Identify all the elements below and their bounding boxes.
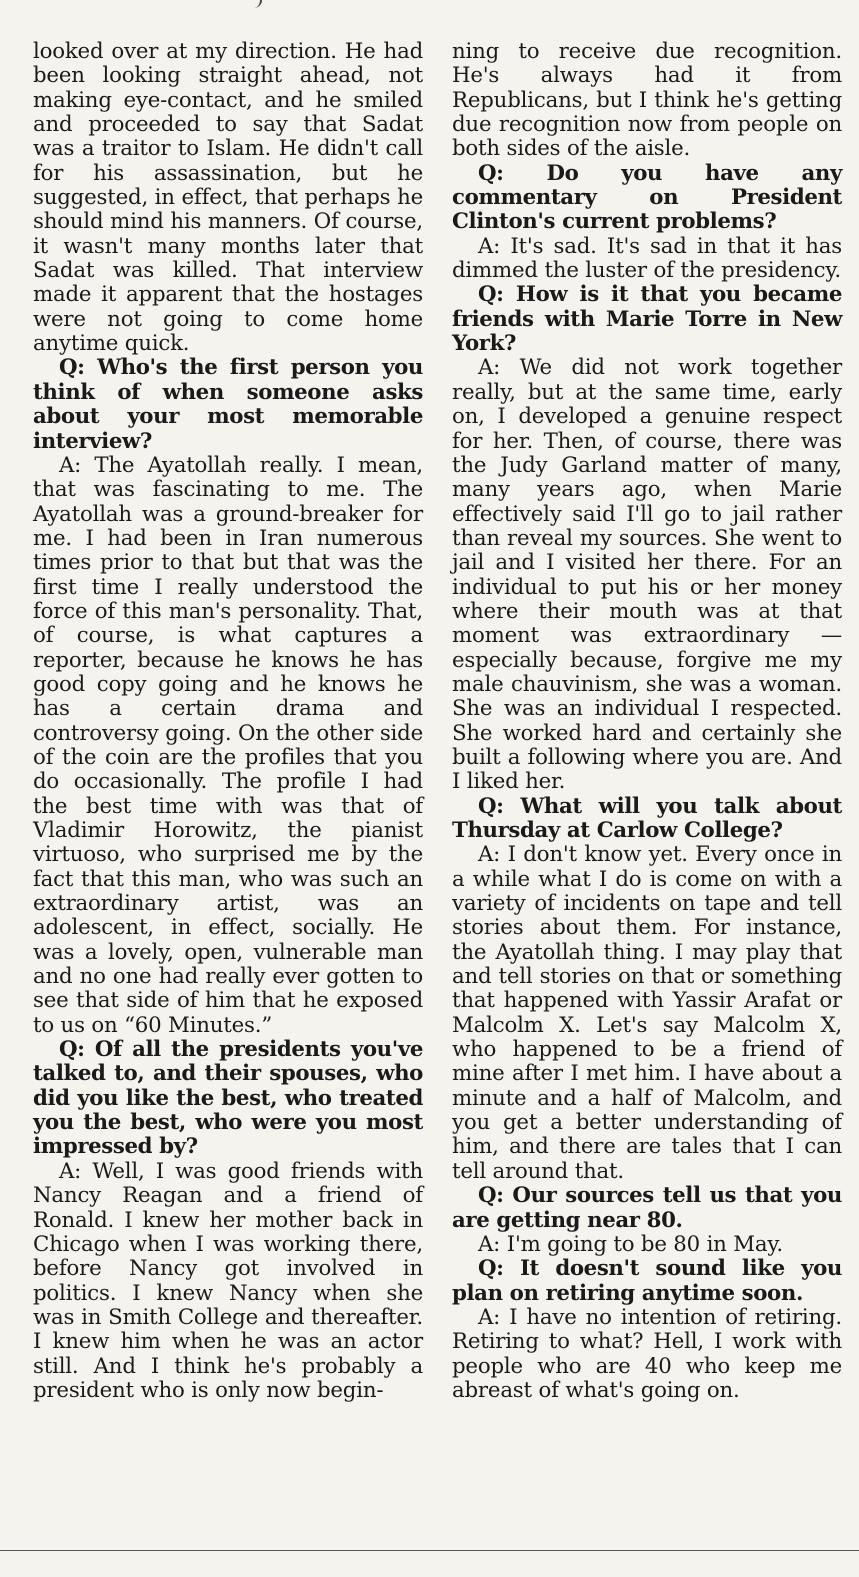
question-marie-torre: Q: How is it that you became friends with Marie Torre in New York? (452, 282, 842, 357)
answer-carlow-college: A: I don't know yet. Every once in a while what I do is come on with a variety of incidents on tape and tell stories about them. For instance, the Ayatollah thing. I may play that and tell stories on that or something that happened with Yassir Arafat or Malcolm X. Let's say Malcolm X, who happened to be a friend of mine after I met him. I have about a minute and a half of Malcolm, and you get a better understanding of him, and there are tales that I can tell around that. (452, 842, 842, 1184)
paragraph-continuation: looked over at my direction. He had been looking straight ahead, not making eye-contact, and he smiled and proceeded to say that Sadat was a traitor to Islam. He didn't call for his assassination, but he suggested, in effect, that perhaps he should mind his manners. Of course, it wasn't many months later that Sadat was killed. That interview made it apparent that the hostages were not going to come home anytime quick. (33, 39, 423, 357)
question-clinton: Q: Do you have any commentary on President Clinton's current problems? (452, 160, 842, 235)
answer-presidents: A: Well, I was good friends with Nancy Reagan and a friend of Ronald. I knew her mother back in Chicago when I was working there, before Nancy got involved in politics. I knew Nancy when she was in Smith College and thereafter. I knew him when he was an actor still. And I think he's probably a president who is only now begin- (33, 1158, 423, 1403)
answer-clinton: A: It's sad. It's sad in that it has dimmed the luster of the presidency. (452, 233, 842, 284)
question-presidents: Q: Of all the presidents you've talked to, and their spouses, who did you like the best, who treated you the best, who were you most impressed by? (33, 1037, 423, 1160)
answer-retiring: A: I have no intention of retiring. Retiring to what? Hell, I work with people who are 40 who keep me abreast of what's going on. (452, 1304, 842, 1403)
right-column (452, 40, 842, 1403)
answer-marie-torre: A: We did not work together really, but at the same time, early on, I developed a genuine respect for her. Then, of course, there was the Judy Garland matter of many, many years ago, when Marie effectively said I'll go to jail rather than reveal my sources. She went to jail and I visited her there. For an individual to put his or her money where their mouth was at that moment was extraordinary — especially because, forgive me my male chauvinism, she was a woman. She was an individual I respected. She worked hard and certainly she built a following where you are. And I liked her. (452, 355, 842, 795)
question-age: Q: Our sources tell us that you are getting near 80. (452, 1183, 842, 1233)
question-carlow-college: Q: What will you talk about Thursday at Carlow College? (452, 793, 842, 843)
answer-memorable-interview: A: The Ayatollah really. I mean, that was fascinating to me. The Ayatollah was a ground-breaker for me. I had been in Iran numerous times prior to that but that was the first time I really understood the force of this man's personality. That, of course, is what captures a reporter, because he knows he has good copy going and he knows he has a certain drama and controversy going. On the other side of the coin are the profiles that you do occasionally. The profile I had the best time with was that of Vladimir Horowitz, the pianist virtuoso, who surprised me by the fact that this man, who was such an extraordinary artist, was an adolescent, in effect, socially. He was a lovely, open, vulnerable man and no one had really ever gotten to see that side of him that he exposed to us on “60 Minutes.” (33, 452, 423, 1038)
question-retiring: Q: It doesn't sound like you plan on retiring anytime soon. (452, 1256, 842, 1306)
answer-age: A: I'm going to be 80 in May. (478, 1231, 783, 1257)
left-column (33, 40, 423, 1403)
bottom-divider-rule (0, 1550, 859, 1551)
previous-section-fragment (252, 0, 262, 8)
paragraph-continuation-right: ning to receive due recognition. He's always had it from Republicans, but I think he's getting due recognition now from people on both sides of the aisle. (452, 39, 842, 162)
question-memorable-interview: Q: Who's the first person you think of when someone asks about your most memorable interview? (33, 355, 423, 454)
